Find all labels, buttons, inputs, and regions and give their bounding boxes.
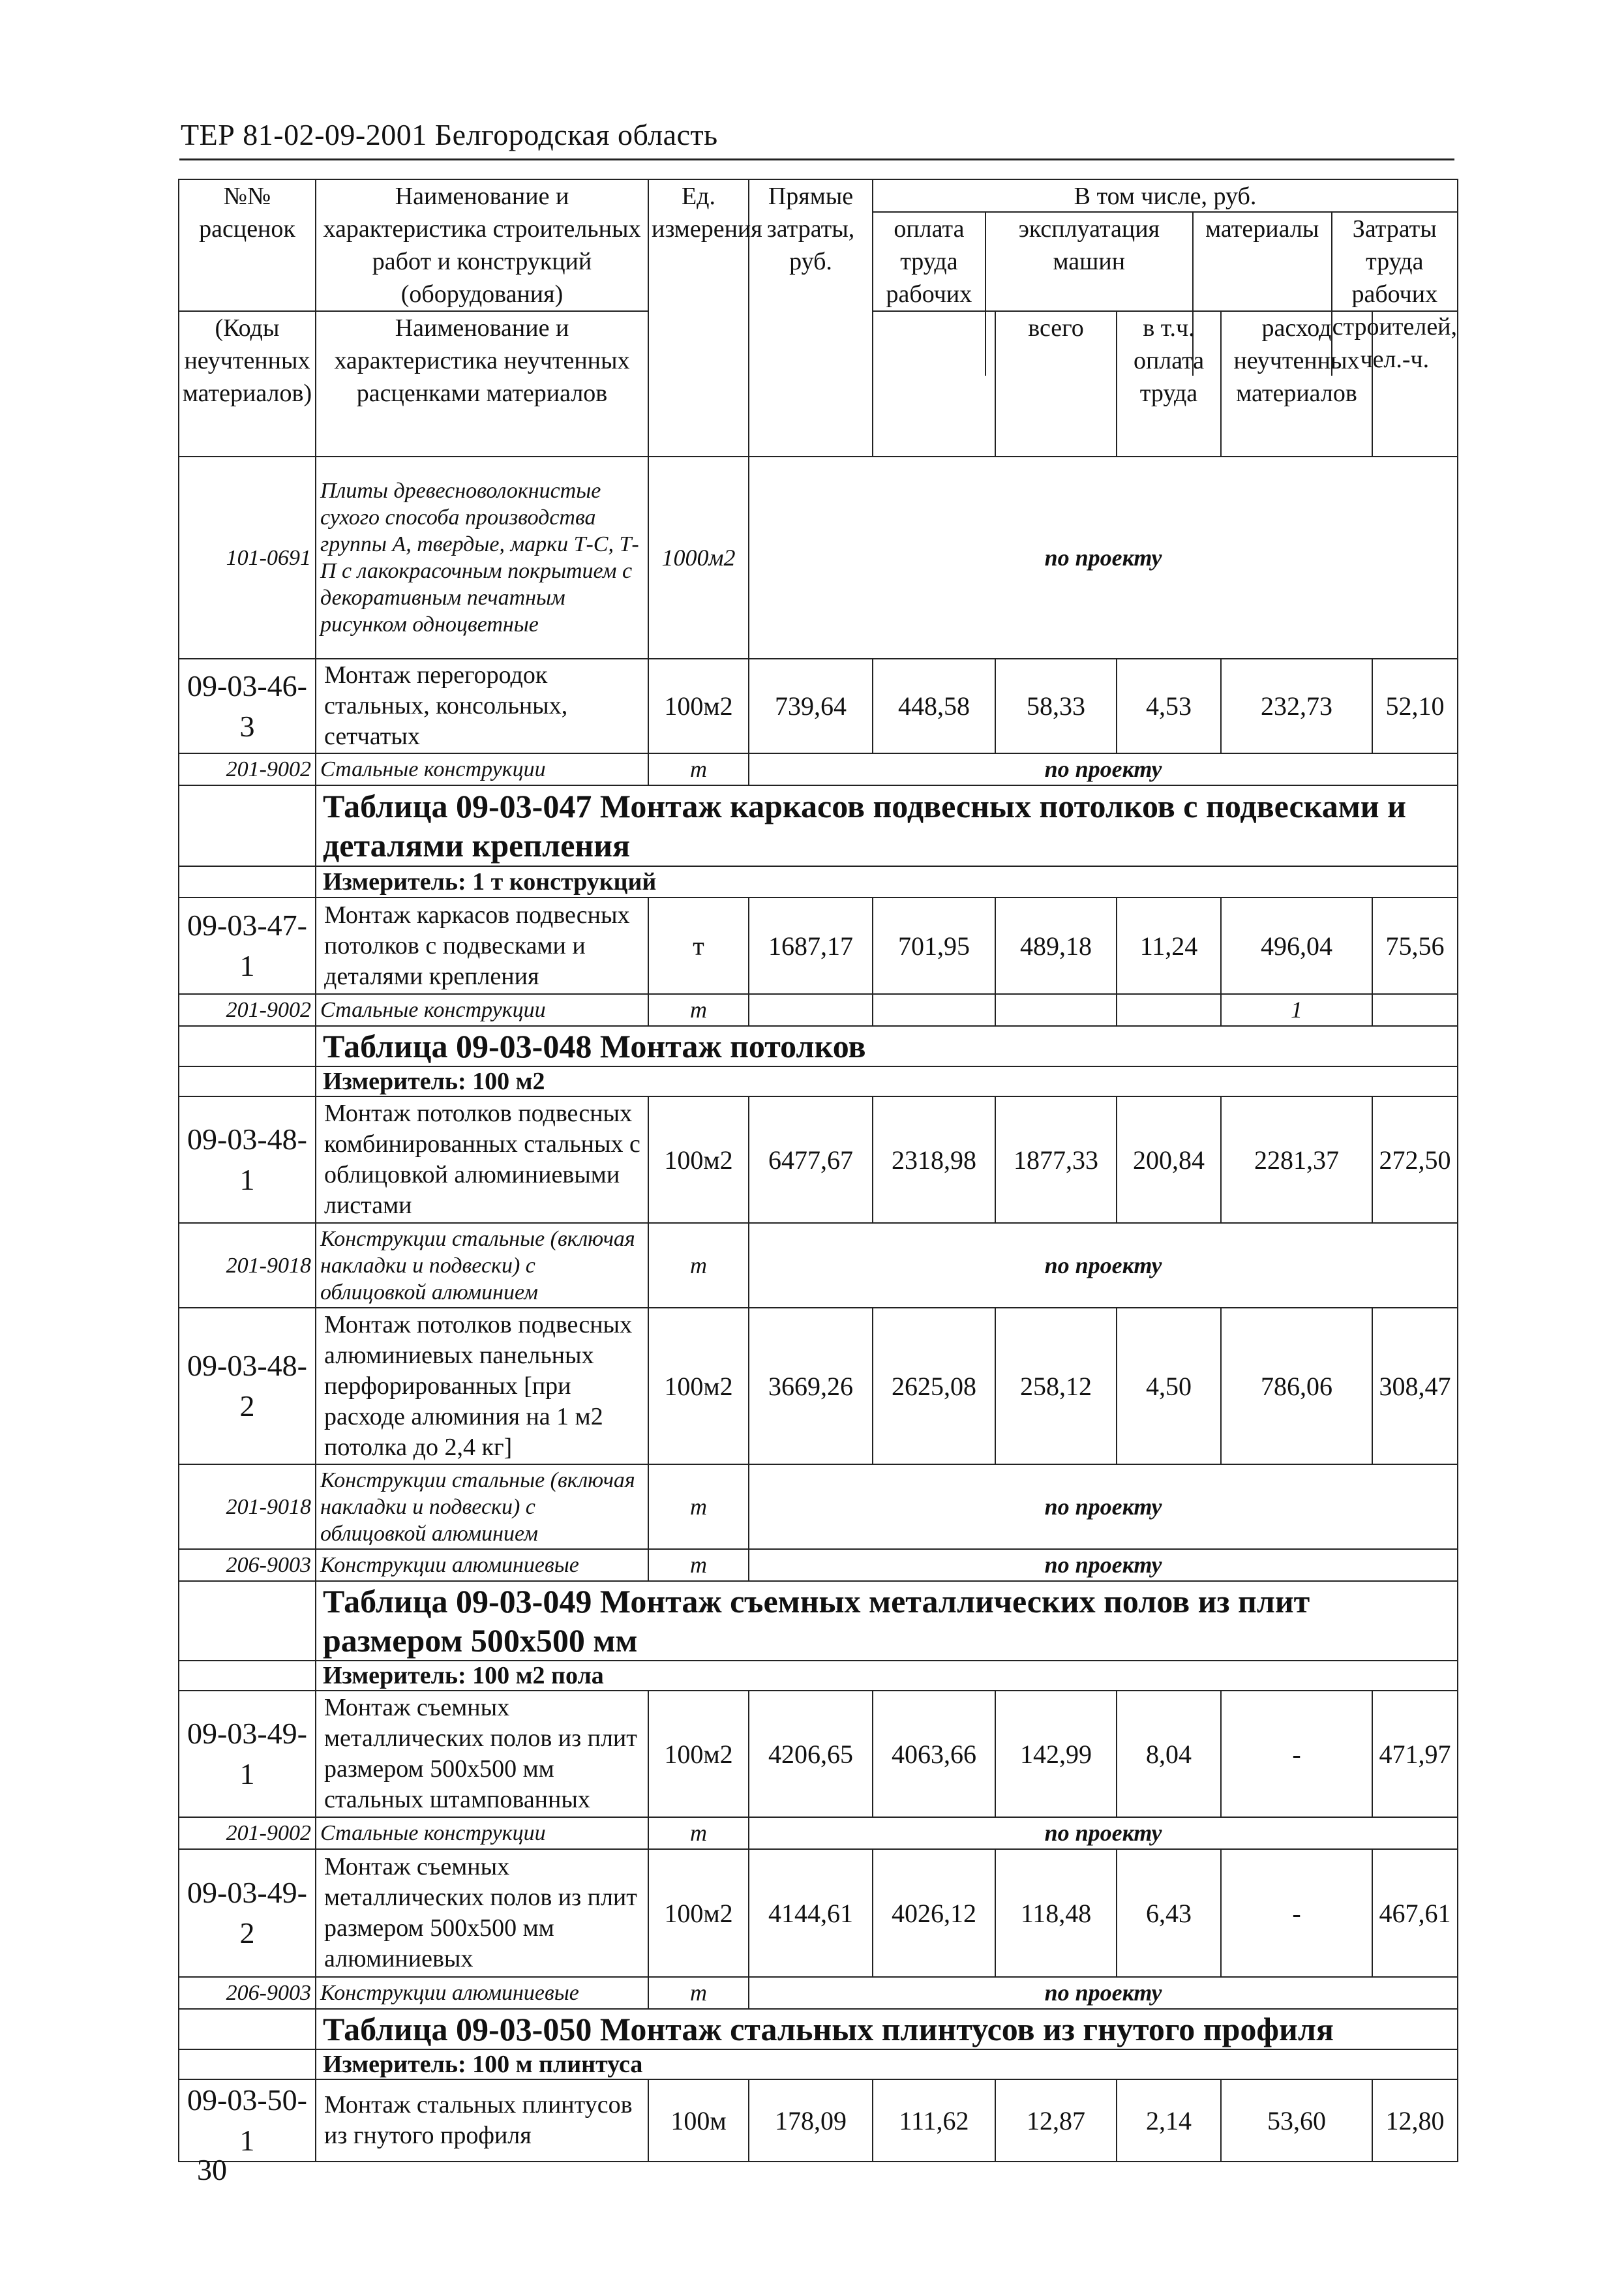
unit: т bbox=[648, 1977, 749, 2009]
labor-hours: 471,97 bbox=[1372, 1691, 1458, 1817]
reference: по проекту bbox=[749, 1977, 1458, 2009]
reference: по проекту bbox=[749, 753, 1458, 785]
measure-unit: Измеритель: 1 т конструкций bbox=[316, 866, 1458, 897]
unit: 100м2 bbox=[648, 1096, 749, 1223]
work-name: Монтаж каркасов подвесных потолков с подвесками и деталями крепления bbox=[316, 897, 648, 994]
table-row bbox=[179, 1977, 1458, 2009]
table-row bbox=[179, 2079, 1458, 2162]
direct-cost: 178,09 bbox=[749, 2079, 873, 2162]
machine-labor: 4,50 bbox=[1117, 1308, 1221, 1464]
material-code: 201-9002 bbox=[179, 1817, 316, 1849]
table-row bbox=[179, 1817, 1458, 1849]
rate-code: 09-03-50-1 bbox=[179, 2079, 316, 2162]
unit: т bbox=[648, 753, 749, 785]
header-machine: эксплуатация машин bbox=[986, 213, 1194, 376]
rate-code: 09-03-48-1 bbox=[179, 1096, 316, 1223]
machine-total: 142,99 bbox=[995, 1691, 1117, 1817]
machine-total: 58,33 bbox=[995, 659, 1117, 753]
table-row bbox=[179, 897, 1458, 994]
material-name: Стальные конструкции bbox=[316, 1817, 648, 1849]
header-direct-cost: Прямые затраты, руб. bbox=[749, 179, 873, 457]
materials: 786,06 bbox=[1221, 1308, 1372, 1464]
material-name: Конструкции стальные (включая накладки и подвески) с облицовкой алюминием bbox=[316, 1223, 648, 1308]
labor-pay: 111,62 bbox=[873, 2079, 995, 2162]
labor-pay: 448,58 bbox=[873, 659, 995, 753]
rate-code: 09-03-49-1 bbox=[179, 1691, 316, 1817]
header-rule bbox=[179, 158, 1454, 160]
table-row bbox=[179, 659, 1458, 753]
rate-code: 09-03-47-1 bbox=[179, 897, 316, 994]
unit: т bbox=[648, 1549, 749, 1581]
material-name: Стальные конструкции bbox=[316, 753, 648, 785]
labor-pay: 4026,12 bbox=[873, 1849, 995, 1977]
material-code: 201-9018 bbox=[179, 1464, 316, 1549]
labor-hours: 75,56 bbox=[1372, 897, 1458, 994]
material-code: 201-9002 bbox=[179, 753, 316, 785]
work-name: Монтаж съемных металлических полов из плит размером 500х500 мм алюминиевых bbox=[316, 1849, 648, 1977]
rate-code: 09-03-46-3 bbox=[179, 659, 316, 753]
rate-code: 09-03-49-2 bbox=[179, 1849, 316, 1977]
header-machine-labor: в т.ч. оплата труда bbox=[1117, 311, 1221, 457]
header-material-use: расход неучтенных материалов bbox=[1221, 311, 1372, 457]
labor-hours: 308,47 bbox=[1372, 1308, 1458, 1464]
material-code: 201-9002 bbox=[179, 994, 316, 1026]
direct-cost: 4206,65 bbox=[749, 1691, 873, 1817]
unit: т bbox=[648, 1464, 749, 1549]
material-code: 206-9003 bbox=[179, 1977, 316, 2009]
machine-labor: 2,14 bbox=[1117, 2079, 1221, 2162]
machine-total: 489,18 bbox=[995, 897, 1117, 994]
material-name: Плиты древесноволокнистые сухого способа производства группы А, твердые, марки Т-С, Т-П с лакокрасочным покрытием с декоративным печатным рисунком одноцветные bbox=[316, 457, 648, 659]
measure-unit: Измеритель: 100 м плинтуса bbox=[316, 2049, 1458, 2079]
header-machine-total: всего bbox=[995, 311, 1117, 457]
labor-pay: 2625,08 bbox=[873, 1308, 995, 1464]
table-title: Таблица 09-03-050 Монтаж стальных плинтусов из гнутого профиля bbox=[316, 2009, 1458, 2049]
labor-hours: 272,50 bbox=[1372, 1096, 1458, 1223]
table-row bbox=[179, 1223, 1458, 1308]
material-name: Стальные конструкции bbox=[316, 994, 648, 1026]
unit: 100м2 bbox=[648, 1849, 749, 1977]
table-row bbox=[179, 1691, 1458, 1817]
machine-total: 12,87 bbox=[995, 2079, 1117, 2162]
table-row bbox=[179, 753, 1458, 785]
reference: по проекту bbox=[749, 1223, 1458, 1308]
rate-code: 09-03-48-2 bbox=[179, 1308, 316, 1464]
page-number: 30 bbox=[197, 2153, 227, 2186]
machine-labor: 8,04 bbox=[1117, 1691, 1221, 1817]
machine-labor: 200,84 bbox=[1117, 1096, 1221, 1223]
materials: - bbox=[1221, 1849, 1372, 1977]
table-row bbox=[179, 1308, 1458, 1464]
unit: т bbox=[648, 897, 749, 994]
measure-unit: Измеритель: 100 м2 пола bbox=[316, 1661, 1458, 1691]
table-title: Таблица 09-03-048 Монтаж потолков bbox=[316, 1026, 1458, 1066]
material-code: 101-0691 bbox=[179, 457, 316, 659]
direct-cost: 3669,26 bbox=[749, 1308, 873, 1464]
labor-hours: 52,10 bbox=[1372, 659, 1458, 753]
work-name: Монтаж перегородок стальных, консольных, сетчатых bbox=[316, 659, 648, 753]
material-name: Конструкции алюминиевые bbox=[316, 1977, 648, 2009]
table-title: Таблица 09-03-047 Монтаж каркасов подвесных потолков с подвесками и деталями крепления bbox=[316, 785, 1458, 866]
header-name-lower: Наименование и характеристика неучтенных расценками материалов bbox=[316, 311, 648, 457]
material-name: Конструкции стальные (включая накладки и подвески) с облицовкой алюминием bbox=[316, 1464, 648, 1549]
machine-total: 258,12 bbox=[995, 1308, 1117, 1464]
unit: т bbox=[648, 1817, 749, 1849]
materials: - bbox=[1221, 1691, 1372, 1817]
work-name: Монтаж потолков подвесных комбинированных стальных с облицовкой алюминиевыми листами bbox=[316, 1096, 648, 1223]
header-name-upper: Наименование и характеристика строительных работ и конструкций (оборудования) bbox=[316, 179, 648, 311]
labor-pay: 4063,66 bbox=[873, 1691, 995, 1817]
machine-labor: 11,24 bbox=[1117, 897, 1221, 994]
table-row bbox=[179, 457, 1458, 659]
reference: по проекту bbox=[749, 457, 1458, 659]
reference: по проекту bbox=[749, 1464, 1458, 1549]
unit: 100м2 bbox=[648, 1308, 749, 1464]
materials: 232,73 bbox=[1221, 659, 1372, 753]
machine-labor: 4,53 bbox=[1117, 659, 1221, 753]
labor-pay: 701,95 bbox=[873, 897, 995, 994]
header-labor-pay: оплата труда рабочих bbox=[873, 213, 986, 376]
unit: т bbox=[648, 1223, 749, 1308]
materials: 496,04 bbox=[1221, 897, 1372, 994]
work-name: Монтаж стальных плинтусов из гнутого профиля bbox=[316, 2079, 648, 2162]
machine-total: 1877,33 bbox=[995, 1096, 1117, 1223]
direct-cost: 1687,17 bbox=[749, 897, 873, 994]
unit: 100м bbox=[648, 2079, 749, 2162]
materials: 53,60 bbox=[1221, 2079, 1372, 2162]
header-unit: Ед. измерения bbox=[648, 179, 749, 457]
reference: по проекту bbox=[749, 1549, 1458, 1581]
table-title: Таблица 09-03-049 Монтаж съемных металлических полов из плит размером 500х500 мм bbox=[316, 1581, 1458, 1661]
unit: 100м2 bbox=[648, 1691, 749, 1817]
machine-labor: 6,43 bbox=[1117, 1849, 1221, 1977]
measure-unit: Измеритель: 100 м2 bbox=[316, 1066, 1458, 1096]
table-row bbox=[179, 994, 1458, 1026]
material-qty: 1 bbox=[1221, 994, 1372, 1026]
material-code: 201-9018 bbox=[179, 1223, 316, 1308]
materials: 2281,37 bbox=[1221, 1096, 1372, 1223]
work-name: Монтаж съемных металлических полов из плит размером 500х500 мм стальных штампованных bbox=[316, 1691, 648, 1817]
material-name: Конструкции алюминиевые bbox=[316, 1549, 648, 1581]
direct-cost: 6477,67 bbox=[749, 1096, 873, 1223]
unit: 1000м2 bbox=[648, 457, 749, 659]
unit: 100м2 bbox=[648, 659, 749, 753]
labor-hours: 12,80 bbox=[1372, 2079, 1458, 2162]
header-materials: материалы bbox=[1194, 213, 1332, 376]
material-code: 206-9003 bbox=[179, 1549, 316, 1581]
direct-cost: 4144,61 bbox=[749, 1849, 873, 1977]
table-row bbox=[179, 1096, 1458, 1223]
header-code-upper: №№ расценок bbox=[179, 179, 316, 311]
direct-cost: 739,64 bbox=[749, 659, 873, 753]
table-row bbox=[179, 1464, 1458, 1549]
machine-total: 118,48 bbox=[995, 1849, 1117, 1977]
labor-hours: 467,61 bbox=[1372, 1849, 1458, 1977]
rates-table bbox=[178, 179, 1458, 2162]
unit: т bbox=[648, 994, 749, 1026]
header-code-lower: (Коды неучтенных материалов) bbox=[179, 311, 316, 457]
document-header: ТЕР 81-02-09-2001 Белгородская область bbox=[181, 118, 718, 151]
header-incl: В том числе, руб. bbox=[873, 180, 1457, 213]
table-row bbox=[179, 1549, 1458, 1581]
work-name: Монтаж потолков подвесных алюминиевых панельных перфорированных [при расходе алюминия на 1 м2 потолка до 2,4 кг] bbox=[316, 1308, 648, 1464]
table-row bbox=[179, 1849, 1458, 1977]
labor-pay: 2318,98 bbox=[873, 1096, 995, 1223]
header-labor-cost: Затраты труда рабочих строителей, чел.-ч. bbox=[1332, 215, 1458, 373]
reference: по проекту bbox=[749, 1817, 1458, 1849]
